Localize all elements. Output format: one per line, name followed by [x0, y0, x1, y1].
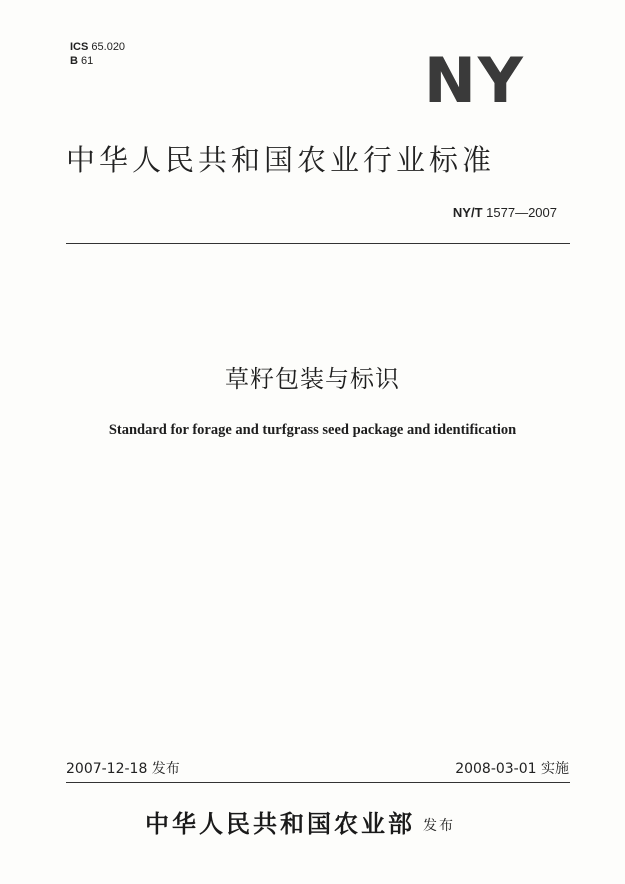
implementation-date: 2008-03-01 实施 — [455, 761, 569, 777]
ccs-code-line — [70, 54, 125, 68]
issue-date: 2007-12-18 发布 — [66, 761, 180, 777]
document-title-english: Standard for forage and turfgrass seed package and identification — [108, 422, 517, 438]
ics-code: 65.020 — [91, 41, 126, 53]
ics-label: ICS — [70, 41, 89, 53]
issuer-suffix: 发布 — [423, 817, 455, 834]
classification-codes — [70, 40, 125, 68]
ics-code-line — [70, 40, 125, 54]
standard-number-prefix: NY/T — [452, 205, 483, 220]
ccs-code: 61 — [81, 55, 94, 67]
top-divider — [66, 243, 570, 244]
org-title: 中华人民共和国农业行业标准 — [66, 143, 496, 177]
bottom-divider — [66, 782, 570, 783]
standard-number — [453, 205, 557, 220]
ccs-label: B — [70, 55, 78, 67]
standard-number-value: 1577—2007 — [486, 205, 557, 220]
issuing-authority — [145, 808, 455, 842]
document-title: 草籽包装与标识 — [225, 365, 400, 393]
ny-logo: NY — [424, 52, 530, 110]
issuer-name: 中华人民共和国农业部 — [145, 809, 415, 838]
